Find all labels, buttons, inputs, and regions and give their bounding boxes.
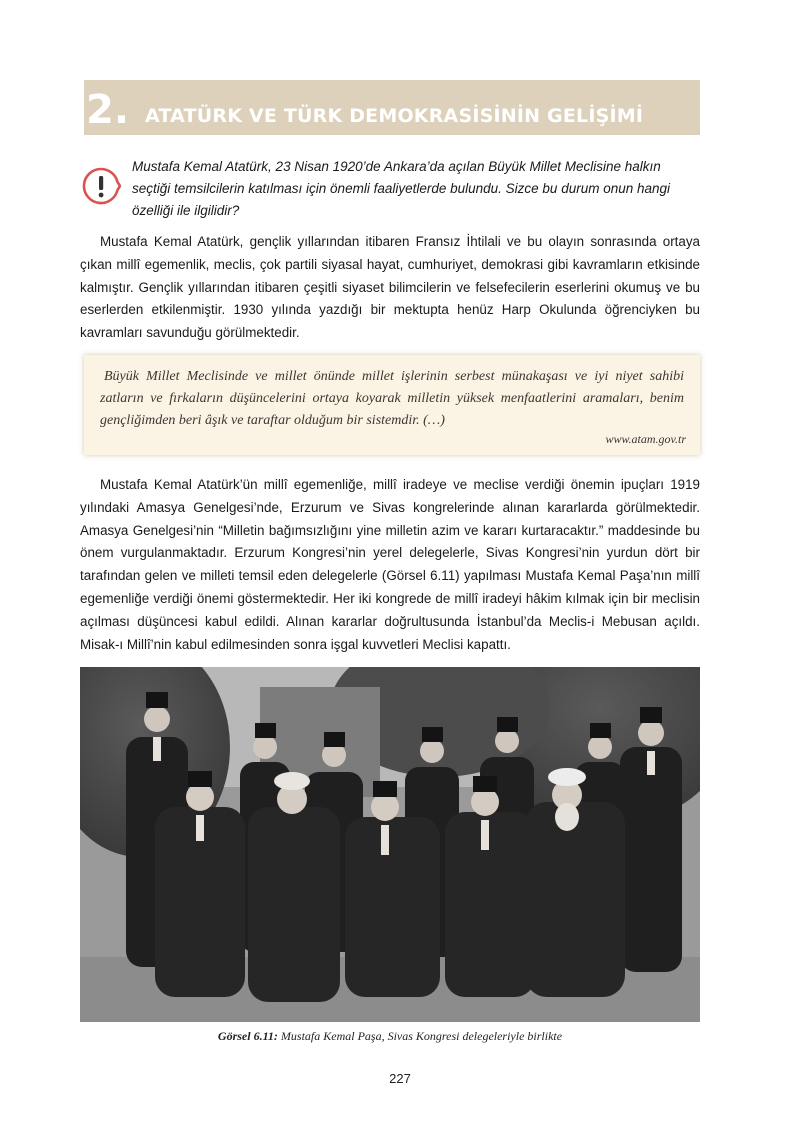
quote-text: Büyük Millet Meclisinde ve millet önünde millet işlerinin serbest münakaşası ve iyi niyet sahibi zatların ve fırkaların düşüncelerini ortaya koyarak milletin yüksek menfaatlerini aramaları, benim gençliğimden beri âşık ve taraftar olduğum bir sistemdir. (…) — [100, 369, 684, 428]
warning-question-text: Mustafa Kemal Atatürk, 23 Nisan 1920’de Ankara’da açılan Büyük Millet Meclisine halkın seçtiği temsilcilerin katılması için önemli faaliyetlerde bulundu. Sizce bu durum onun hangi özelliği ile ilgilidir? — [132, 159, 671, 218]
paragraph-1: Mustafa Kemal Atatürk, gençlik yıllarından itibaren Fransız İhtilali ve bu olayın sonrasında ortaya çıkan millî egemenlik, meclis, çok partili siyasal hayat, cumhuriyet, demokrasi gibi kavramların etkisinde kalmıştır. Gençlik yıllarından itibaren çeşitli siyaset bilimcilerin ve felsefecilerin eserlerini okumuş ve bu eserlerden etkilenmiştir. 1930 yılında yazdığı bir mektupta henüz Harp Okulunda öğrenciyken bu kavramları savunduğu görülmektedir. — [80, 234, 700, 341]
historical-group-photo — [80, 667, 700, 1022]
section-title-band — [84, 80, 700, 135]
section-number: 2. — [86, 87, 130, 133]
group-photo-illustration — [80, 667, 700, 1022]
section-title: ATATÜRK VE TÜRK DEMOKRASİSİNİN GELİŞİMİ — [145, 105, 644, 127]
warning-question — [132, 156, 702, 222]
exclamation-icon — [81, 166, 121, 206]
figure-caption — [80, 1029, 700, 1044]
quote-source: www.atam.gov.tr — [605, 432, 686, 446]
page-number: 227 — [389, 1071, 411, 1086]
figure-caption-label: Görsel 6.11: — [217, 1029, 278, 1043]
quote-box — [84, 355, 700, 455]
figure-caption-text: Mustafa Kemal Paşa, Sivas Kongresi delegeleriyle birlikte — [277, 1029, 563, 1043]
paragraph-2: Mustafa Kemal Atatürk’ün millî egemenliğe, millî iradeye ve meclise verdiği önemin ipuçları 1919 yılındaki Amasya Genelgesi’nde, Erzurum ve Sivas kongrelerinde alınan kararlarda görülmektedir. Amasya Genelgesi’nin “Milletin bağımsızlığını yine milletin azim ve kararı kurtaracaktır.” maddesinde bu önem vurgulanmaktadır. Erzurum Kongresi’nin yerel delegelerle, Sivas Kongresi’nin yurdun dört bir tarafından gelen ve milleti temsil eden delegelerle (Görsel 6.11) yapılması Mustafa Kemal Paşa’nın millî egemenliğe verdiği önemi göstermektedir. Her iki kongrede de millî iradeyi hâkim kılmak için bir meclisin açılması düşüncesi kabul edildi. Alınan kararlar doğrultusunda İstanbul’da Meclis-i Mebusan açıldı. Misak-ı Millî’nin kabul edilmesinden sonra işgal kuvvetleri Meclisi kapattı. — [80, 477, 700, 652]
